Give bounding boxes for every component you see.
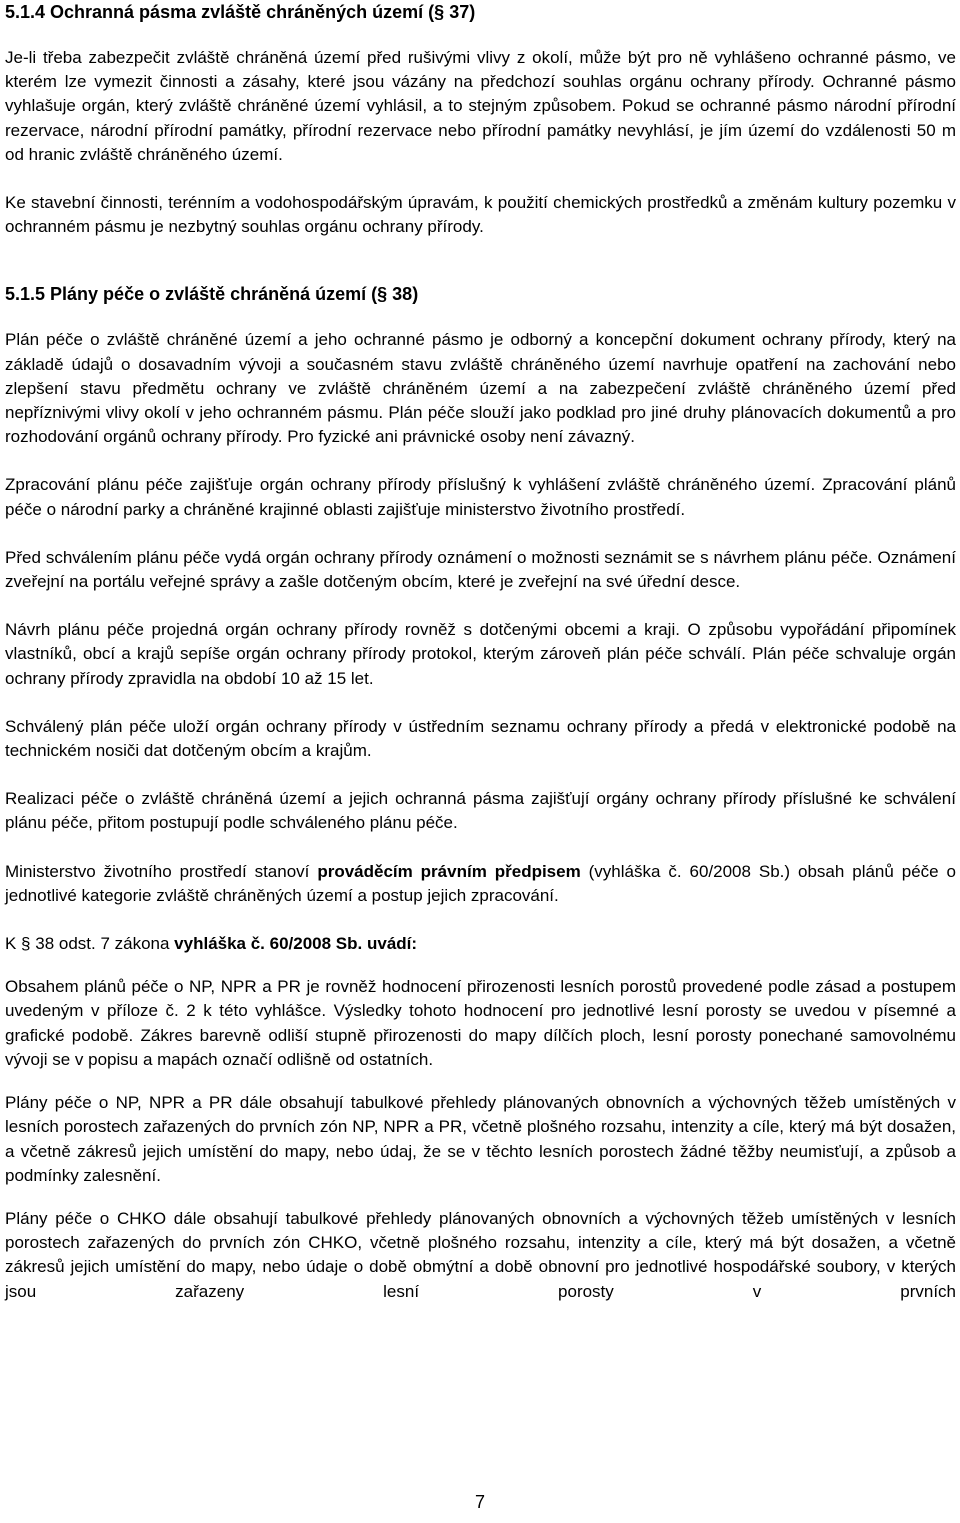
paragraph-protective-zones-2: Ke stavební činnosti, terénním a vodohospodářským úpravám, k použití chemických prostředků a změnám kultury pozemku v ochranném pásmu je nezbytný souhlas orgánu ochrany přírody. — [5, 193, 956, 237]
paragraph-care-plan-definition: Plán péče o zvláště chráněné území a jeho ochranné pásmo je odborný a koncepční dokument ochrany přírody, který na základě údajů o dosavadním vývoji a současném stavu zvláště chráněného území navrhuje opatření na zachování nebo zlepšení stavu předmětu ochrany ve zvláště chráněném území a na zabezpečení zvláště chráněného území před nepříznivými vlivy okolí v jeho ochranném pásmu. Plán péče slouží jako podklad pro jiné druhy plánovacích dokumentů a pro rozhodování orgánů ochrany přírody. Pro fyzické ani právnické osoby není závazný. — [5, 330, 956, 447]
law-reference-text: K § 38 odst. 7 zákona — [5, 934, 175, 954]
decree-reference-emphasis: vyhláška č. 60/2008 Sb. uvádí: — [174, 934, 418, 954]
paragraph-law-reference — [5, 932, 956, 956]
section-heading-5-1-4: 5.1.4 Ochranná pásma zvláště chráněných území (§ 37) — [5, 2, 476, 22]
paragraph-care-plan-discussion: Návrh plánu péče projedná orgán ochrany přírody rovněž s dotčenými obcemi a kraji. O způsobu vypořádání připomínek vlastníků, obcí a krajů sepíše orgán ochrany přírody protokol, kterým zároveň plán péče schválí. Plán péče schvaluje orgán ochrany přírody zpravidla na období 10 až 15 let. — [5, 620, 956, 688]
implementing-regulation-emphasis: prováděcím právním předpisem — [317, 861, 581, 881]
paragraph-care-realization: Realizaci péče o zvláště chráněná území a jejich ochranná pásma zajišťují orgány ochrany přírody příslušné ke schválení plánu péče, přitom postupují podle schváleného plánu péče. — [5, 789, 956, 833]
ministry-text-end: (vyhláška č. 60/2008 Sb.) obsah plánů péče o jednotlivé kategorie zvláště chráněných území a postup jejich zpracování. — [5, 861, 956, 905]
paragraph-np-npr-pr-plans: Plány péče o NP, NPR a PR dále obsahují tabulkové přehledy plánovaných obnovních a výchovných těžeb umístěných v lesních porostech zařazených do prvních zón NP, NPR a PR, včetně plošného rozsahu, intenzity a cíle, který má být dosažen, a včetně zákresů jejich umístění do mapy, nebo údaj, že se v těchto lesních porostech žádné těžby neumisťují, a způsob a podmínky zalesnění. — [5, 1093, 956, 1185]
paragraph-chko-plans: Plány péče o CHKO dále obsahují tabulkové přehledy plánovaných obnovních a výchovných těžeb umístěných v lesních porostech zařazených do prvních zón CHKO, včetně plošného rozsahu, intenzity a cíle, který má být dosažen, a včetně zákresů jejich umístění do mapy, nebo údaje o době obmýtní a době obnovní pro jednotlivé hospodářské soubory, v kterých jsou zařazeny lesní porosty v prvních — [5, 1208, 956, 1301]
paragraph-care-plan-notice: Před schválením plánu péče vydá orgán ochrany přírody oznámení o možnosti seznámit se s návrhem plánu péče. Oznámení zveřejní na portálu veřejné správy a zašle dotčeným obcím, které je zveřejní na své úřední desce. — [5, 547, 956, 592]
paragraph-protective-zones-1: Je-li třeba zabezpečit zvláště chráněná území před rušivými vlivy z okolí, může být pro ně vyhlášeno ochranné pásmo, ve kterém lze vymezit činnosti a zásahy, které jsou vázány na předchozí souhlas orgánu ochrany přírody. Ochranné pásmo vyhlašuje orgán, který zvláště chráněné území vyhlásil, a to stejným způsobem. Pokud se ochranné pásmo národní přírodní rezervace, národní přírodní památky, přírodní rezervace nebo přírodní památky nevyhlásí, je jím území do vzdálenosti 50 m od hranic zvláště chráněného území. — [5, 48, 956, 164]
paragraph-care-plan-preparation: Zpracování plánu péče zajišťuje orgán ochrany přírody příslušný k vyhlášení zvláště chráněného území. Zpracování plánů péče o národní parky a chráněné krajinné oblasti zajišťuje ministerstvo životního prostředí. — [5, 475, 956, 519]
page-number: 7 — [474, 1492, 485, 1512]
section-heading-5-1-5: 5.1.5 Plány péče o zvláště chráněná území (§ 38) — [5, 284, 419, 305]
paragraph-care-plan-storage: Schválený plán péče uloží orgán ochrany přírody v ústředním seznamu ochrany přírody a předá v elektronické podobě na technickém nosiči dat dotčeným obcím a krajům. — [5, 716, 956, 761]
paragraph-forest-naturalness: Obsahem plánů péče o NP, NPR a PR je rovněž hodnocení přirozenosti lesních porostů provedené podle zásad a postupem uvedeným v příloze č. 2 k této vyhlášce. Výsledky tohoto hodnocení pro jednotlivé lesní porosty se uvedou v písemné a grafické podobě. Zákres barevně odliší stupně přirozenosti do mapy dílčích ploch, lesní porosty ponechané samovolnému vývoji se v popisu a mapách označí odlišně od ostatních. — [5, 977, 956, 1069]
paragraph-ministry-regulation — [5, 860, 956, 908]
ministry-text-start: Ministerstvo životního prostředí stanoví — [5, 861, 318, 881]
